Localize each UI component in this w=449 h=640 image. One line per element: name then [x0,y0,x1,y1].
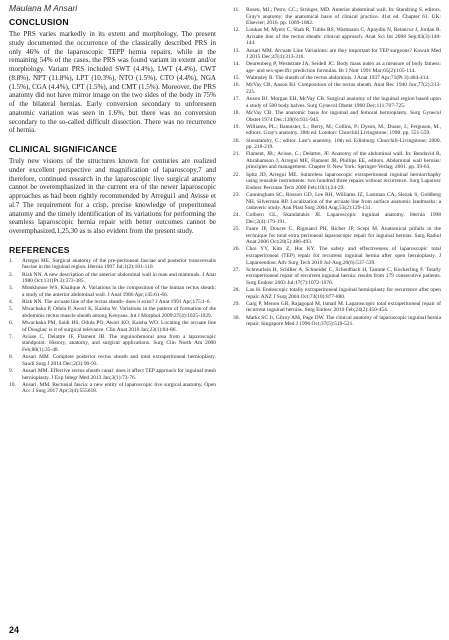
reference-item: 21. Flament, JB.; Avisse, C.; Delattre, JF. Anatomy of the abdominal wall. In: Bendavid R, Abrahamson J, Arregui ME, Flament JB, Phillips EE, editors. Abdominal wall hernias: principles and management. Chapter 8. New York: Springer-Verlag; 2001. pp. 39-63. [233,151,441,171]
reference-item: 1. Arregui ME. Surgical anatomy of the pre-peritoneal fasciae and posterior transversalis fasciae in the inguinal region. Hernia 1997 Jul;1(2):101-110. [9,257,216,271]
reference-item: 12. Loukas M, Myers C, Shah R, Tubbs RS, Wartmann C, Apaydin N, Betancor J, Jordan R. Arcuate line of the rectus sheath: clinical approach. Anat Sci Int 2008 Sep;83(3):140-144. [233,27,441,47]
reference-item: 8. Ansari MM. Complete posterior rectus sheath and total extraperitoneal hernioplasty. Saudi Surg J 2014 Dec;2(3):90-93. [9,354,216,367]
page-number: 24 [9,625,20,635]
reference-item: 13. Ansari MM. Arcuate Line Variations: are they important for TEP surgeons? Kuwait Med J 2015 Dec;47(4):313-316. [233,47,441,61]
reference-item: 6. Mwachaka PM, Saidi HS, Odula PO, Awori KO, Kaisha WO. Locating the arcuate line of Douglas: is it of surgical relevance. Clin Anat 2010 Jan;23(1):84-86. [9,320,216,333]
clinical-significance-heading: CLINICAL SIGNIFICANCE [9,144,118,154]
right-column [233,7,441,328]
reference-item: 9. Ansari MM. Effective rectus sheath canal: does it affect TEP approach for inguinal mesh hernioplasty. J Exp Integr Med 2013 Jan;3(1):73-76. [9,368,216,381]
reference-item: 5. Mwachaka P, Odula P, Awori K, Kaisha W. Variations in the pattern of formation of the abdominis rectus muscle sheath among Kenyans. Int J Morphol 2009;27(4):1025-1029. [9,306,216,319]
references-list-right [233,7,441,328]
reference-item: 3. Monkhouse WS, Khalique A. Variations in the composition of the human rectus sheath: a study of the anterior abdominal wall. J Anat 1986 Apr;145:61-66. [9,285,216,298]
clinical-significance-paragraph: Truly new visions of the structures known for centuries are realized under excellent perspective and magnification of laparoscopy,7 and therefore, continued research in the laparoscopic live surgical anatomy cannot be overemphasized in the current era of the newer laparoscopic approaches as had been rightly recommended by Arregui1 and Avisse et al.7 The requirement for a crisp, precise knowledge of preperitoneal anatomy and the timely identification of its variations for performing the seamless laparoscopic hernia repair with better outcomes cannot be overemphasized,1,25,30 as is also evident from the present study. [9,157,216,235]
reference-item: 26. Choi YY, Kim Z, Hur KY. The safety and effectiveness of laparoscopic total extraperitoneal (TEP) repair for recurrent inguinal hernia after open hernioplasty. J Laparoendosc Adv Surg Tech 2010 Jul-Aug;20(6):537-539. [233,246,441,266]
reference-item: 16. McVay CB, Anson BJ. Composition of the rectus sheath. Anat Rec 1940 Jun;77(2):213-225. [233,82,441,95]
left-column [9,17,216,396]
reference-item: 4. Rizk NN. The arcuate line of the rectus sheath- does it exist? J Anat 1991 Apr;175:1-6. [9,299,211,306]
running-header-author: Maulana M Ansari [9,3,78,13]
reference-item: 30. Marks SC Jr, Gilroy AM, Page DW. The clinical anatomy of laparoscopic inguinal hernia repair. Singapore Med J 1996 Oct;37(5):519-521. [233,314,441,328]
conclusion-paragraph: The PRS varies markedly in its extent and morphology. The present study documented the occurrence of the classically described PRS in only 46% of the laparoscopic TEPP hernia repairs, while in the remaining 54% of the cases, the PRS was found variant in extent and/or morphology. Variant PRS included SWT (4.4%), LWT (4.4%), CWT (8.8%), NPT (11.8%), LPT (10.3%), NTO (1.5%), CTO (4.4%), NGA (1.5%), CGA (4.4%), CPT (1.5%), and CMT (1.5%). Moreover, the PRS anatomy did not have mirror image on the two sides of the body in 75% of the bilateral hernias. Early conversion secondary to unforeseen anatomic variation was seen in 1.6%, but there was no conversion secondary to the so-called difficult dissection. There was no recurrence of hernia. [9,30,216,135]
reference-item: 15. Walmsley R. The sheath of the rectus abdominis. J Anat 1937 Apr;71(Pt 3):404-414. [233,75,430,82]
reference-item: 28. Lau H. Endoscopic totally extraperitoneal inguinal hernioplasty for recurrence after open repair. ANZ J Surg 2004 Oct;74(10):877-880. [233,287,441,300]
reference-item: 2. Rizk NN. A new description of the anterior abdominal wall in man and mammals. J Anat 1980 Oct;131(Pt 3):373-385. [9,271,216,285]
reference-item: 24. Colborn GL, Skandalakis JE. Laparoscopic inguinal anatomy. Hernia 1998 Dec;2(4):179-191. [233,212,441,225]
reference-item: 17. Anson BJ, Morgan EH, McVay CB. Surgical anatomy of the inguinal region based upon a study of 500 body halves. Surg Gynecol Obstet 1960 Dec;111:707-725. [233,96,441,109]
reference-item: 29. Garg P, Menon GR, Rajagopal M, Ismail M. Laparoscopic total extraperitoneal repair of recurrent inguinal hernias. Surg Endosc 2010 Feb;24(2):450-454. [233,300,441,314]
reference-item: 14. Deurenberg P, Weststrate JA, Seidell JC. Body mass index as a measure of body fatness: age- and sex-specific prediction formulas. Br J Nutr 1991 Mar;65(2):105-114. [233,61,441,74]
reference-item: 7. Avisse C, Delattre JF, Flament JB. The inguinofemoral area from a laparoscopic standpoint. History, anatomy, and surgical applications. Surg Clin North Am 2000 Feb;80(1):35-48. [9,333,216,353]
reference-item: 23. Cunningham SC, Rosson GD, Lee RH, Williams JZ, Lustman CA, Slezak S, Goldberg NH, Silverman RP. Localization of the arcuate line from surface anatomic landmarks: a cadaveric study. Ann Plast Surg 2004 Aug;53(2):129-131. [233,192,441,212]
references-heading: REFERENCES [9,244,70,255]
reference-item: 20. Sinnatamby, C.; editor. Last's anatomy. 10th ed. Edinburg: Churchill-Livingstone; 2000. pp. 218-219. [233,137,441,151]
references-list-left [9,258,216,395]
reference-item: 18. McVay CB. The anatomic basis for inguinal and femoral hernioplasty. Surg Gynecol Obstet 1974 Dec;139(6):931-945. [233,110,441,123]
conclusion-heading: CONCLUSION [9,17,69,27]
reference-item: 11. Rosen, MJ.; Petro, CC.; Stringer, MD. Anterior abdominal wall. In: Standring S, editors. Gray's anatomy: the anatomical basis of clinical practice. 41st ed. Chapter 61. UK: Elsevier; 2016. pp. 1069-1082. [233,7,441,27]
reference-item: 22. Spitz JD, Arregui ME. Sutureless laparoscopic extraperitoneal inguinal herniorrhaphy using reusable instruments: two hundred three repairs without recurrence. Surg Laparosc Endosc Percutan Tech 2000 Feb;10(1):24-29. [233,171,441,191]
reference-item: 10. Ansari, MM. Rectusial fascia: a new entity of laparoscopic live surgical anatomy. Open Acc J Surg 2017 Apr;3(4):555618. [9,381,216,395]
reference-item: 27. Schreurlein H, Schiller A, Schneider C, Scheidbach H, Tamme C, Kockerling F. Totally extraperitoneal repair of recurrent inguinal hernia: results from 179 consecutive patients. Surg Endosc 2003 Jul;17(7):1072-1076. [233,266,441,286]
reference-item: 25. Faure JP, Doucet C, Rigouard PH, Richer JP, Scepi M. Anatomical pitfalls in the technique for total extra peritoneal laparoscopic repair for inguinal hernias. Surg Radiol Anat 2006 Oct;28(5):486-493. [233,226,441,246]
reference-item: 19. Williams, PL.; Bannister, L.; Berry, M.; Collins, P.; Dyson, M.; Dusse, J.; Ferguson, M., editors. Gray's anatomy. 38th ed. London: Churchill Livingstone; 1998. pp. 551-559. [233,123,441,137]
